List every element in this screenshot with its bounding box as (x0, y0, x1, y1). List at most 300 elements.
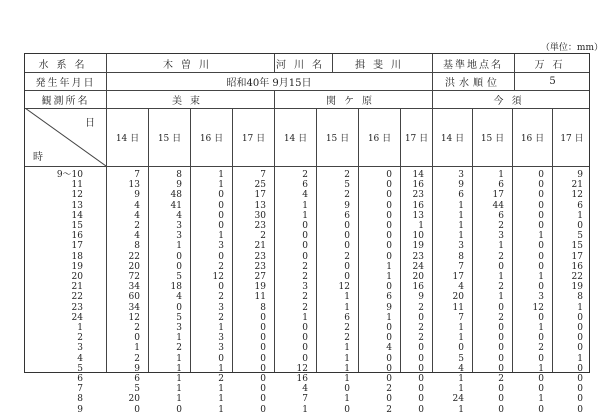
data-cell: 0 (218, 353, 224, 364)
data-cell: 0 (386, 323, 392, 334)
hour-label: 5 (77, 363, 83, 374)
data-cell: 4 (176, 210, 182, 221)
data-column-8 (432, 170, 464, 415)
data-cell: 0 (386, 333, 392, 344)
data-cell: 20 (128, 394, 140, 405)
data-cell: 6 (498, 210, 504, 221)
data-cell: 0 (386, 200, 392, 211)
data-cell: 0 (260, 323, 266, 334)
data-cell: 2 (218, 261, 224, 272)
data-cell: 1 (538, 363, 544, 374)
data-cell: 4 (134, 210, 140, 221)
data-cell: 5 (344, 180, 350, 191)
data-cell: 2 (386, 384, 392, 395)
data-cell: 0 (498, 353, 504, 364)
data-cell: 0 (218, 190, 224, 201)
data-cell: 1 (538, 323, 544, 334)
data-cell: 0 (260, 374, 266, 385)
data-cell: 20 (452, 292, 464, 303)
data-cell: 12 (532, 302, 544, 313)
data-cell: 1 (577, 302, 583, 313)
data-cell: 0 (176, 251, 182, 262)
data-cell: 30 (254, 210, 266, 221)
data-cell: 34 (128, 282, 140, 293)
label-date: 発生年月日 (35, 77, 96, 89)
data-cell: 13 (412, 210, 424, 221)
unit-note: （単位：mm） (540, 43, 603, 53)
hour-label: 17 (71, 241, 83, 252)
data-cell: 1 (577, 353, 583, 364)
day-header-7: 17 日 (400, 108, 432, 166)
data-column-10 (512, 170, 544, 415)
data-cell: 27 (254, 272, 266, 283)
hour-label: 15 (71, 221, 83, 232)
hour-label: 9 (77, 404, 83, 415)
data-cell: 0 (344, 272, 350, 283)
data-cell: 2 (344, 170, 350, 180)
data-cell: 2 (302, 302, 308, 313)
data-cell: 23 (412, 251, 424, 262)
data-cell: 13 (128, 180, 140, 191)
data-cell: 0 (538, 404, 544, 415)
data-cell: 0 (498, 363, 504, 374)
data-cell: 4 (302, 190, 308, 201)
data-cell: 4 (386, 343, 392, 354)
data-cell: 0 (418, 353, 424, 364)
data-cell: 0 (344, 221, 350, 232)
data-cell: 9 (344, 200, 350, 211)
data-cell: 23 (254, 221, 266, 232)
data-cell: 0 (260, 384, 266, 395)
data-cell: 2 (344, 190, 350, 201)
data-cell: 72 (128, 272, 140, 283)
label-station: 観測所名 (41, 95, 90, 107)
data-cell: 6 (302, 180, 308, 191)
data-cell: 2 (538, 343, 544, 354)
data-cell: 1 (302, 312, 308, 323)
data-cell: 3 (302, 282, 308, 293)
data-cell: 2 (498, 221, 504, 232)
data-cell: 2 (418, 323, 424, 334)
data-cell: 0 (498, 384, 504, 395)
data-cell: 0 (577, 374, 583, 385)
data-cell: 2 (134, 323, 140, 334)
data-column-6 (358, 170, 392, 415)
rainfall-table (24, 53, 590, 415)
data-cell: 0 (577, 363, 583, 374)
header-time-label: 時 (33, 152, 43, 163)
data-column-11 (552, 170, 583, 415)
data-cell: 12 (571, 190, 583, 201)
base-point-value: 万石 (534, 59, 571, 71)
data-cell: 22 (571, 272, 583, 283)
data-cell: 1 (344, 374, 350, 385)
label-flood-rank: 洪水順位 (445, 77, 501, 89)
data-cell: 0 (538, 241, 544, 252)
data-cell: 17 (452, 272, 464, 283)
data-cell: 1 (498, 292, 504, 303)
data-cell: 0 (386, 282, 392, 293)
data-cell: 1 (386, 312, 392, 323)
data-cell: 1 (218, 384, 224, 395)
data-cell: 0 (498, 302, 504, 313)
hour-column (25, 170, 83, 415)
data-cell: 1 (218, 363, 224, 374)
data-column-2 (190, 170, 224, 415)
data-cell: 1 (218, 394, 224, 405)
data-cell: 3 (218, 302, 224, 313)
data-cell: 9 (458, 180, 464, 191)
data-cell: 12 (338, 282, 350, 293)
data-cell: 9 (386, 302, 392, 313)
data-cell: 1 (134, 343, 140, 354)
data-cell: 2 (302, 170, 308, 180)
data-cell: 1 (386, 261, 392, 272)
data-cell: 1 (458, 210, 464, 221)
hour-label: 8 (77, 394, 83, 405)
data-cell: 6 (386, 292, 392, 303)
data-cell: 18 (170, 282, 182, 293)
data-cell: 0 (498, 343, 504, 354)
data-cell: 25 (254, 180, 266, 191)
station-mitsuka: 美束 (172, 95, 208, 107)
data-cell: 0 (498, 323, 504, 334)
day-header-6: 16 日 (358, 108, 400, 166)
data-cell: 0 (418, 404, 424, 415)
data-cell: 7 (134, 170, 140, 180)
data-cell: 0 (344, 261, 350, 272)
data-cell: 2 (498, 374, 504, 385)
data-cell: 1 (458, 384, 464, 395)
data-cell: 12 (212, 272, 224, 283)
data-cell: 0 (260, 343, 266, 354)
data-cell: 1 (176, 333, 182, 344)
data-cell: 0 (386, 363, 392, 374)
data-cell: 0 (418, 384, 424, 395)
data-cell: 2 (498, 312, 504, 323)
data-cell: 0 (260, 394, 266, 405)
data-cell: 0 (538, 210, 544, 221)
data-cell: 1 (344, 302, 350, 313)
data-cell: 12 (296, 363, 308, 374)
data-cell: 2 (418, 333, 424, 344)
day-header-11: 17 日 (552, 108, 591, 166)
station-sekigahara: 関ケ原 (326, 95, 380, 107)
station-row (25, 90, 589, 109)
data-cell: 0 (302, 343, 308, 354)
data-cell: 1 (218, 180, 224, 191)
data-cell: 0 (577, 343, 583, 354)
data-cell: 6 (134, 374, 140, 385)
data-cell: 16 (296, 374, 308, 385)
data-cell: 12 (128, 312, 140, 323)
data-cell: 0 (538, 180, 544, 191)
data-cell: 0 (176, 261, 182, 272)
data-cell: 1 (344, 394, 350, 405)
data-cell: 1 (344, 363, 350, 374)
data-cell: 1 (218, 170, 224, 180)
data-cell: 3 (458, 241, 464, 252)
data-cell: 8 (176, 170, 182, 180)
data-cell: 0 (302, 221, 308, 232)
data-cell: 0 (386, 231, 392, 242)
data-cell: 0 (577, 384, 583, 395)
data-cell: 2 (134, 353, 140, 364)
data-cell: 2 (498, 282, 504, 293)
river-value: 揖斐川 (355, 59, 409, 71)
data-cell: 2 (302, 272, 308, 283)
data-cell: 4 (176, 292, 182, 303)
data-cell: 8 (577, 292, 583, 303)
data-cell: 1 (218, 323, 224, 334)
data-cell: 0 (260, 312, 266, 323)
data-cell: 0 (302, 353, 308, 364)
data-cell: 0 (418, 363, 424, 374)
data-column-9 (472, 170, 504, 415)
day-header-0: 14 日 (106, 108, 148, 166)
data-cell: 0 (538, 190, 544, 201)
data-cell: 1 (344, 343, 350, 354)
data-cell: 2 (302, 261, 308, 272)
data-cell: 5 (458, 353, 464, 364)
date-value: 昭和40年 9月15日 (226, 77, 312, 89)
day-header-2: 16 日 (190, 108, 232, 166)
hour-label: 1 (77, 323, 83, 334)
data-cell: 5 (176, 272, 182, 283)
data-cell: 0 (218, 282, 224, 293)
data-cell: 3 (176, 231, 182, 242)
day-header-8: 14 日 (432, 108, 472, 166)
data-cell: 0 (458, 343, 464, 354)
data-cell: 0 (577, 404, 583, 415)
data-cell: 17 (254, 190, 266, 201)
data-cell: 11 (452, 302, 464, 313)
data-cell: 1 (302, 200, 308, 211)
data-cell: 3 (458, 170, 464, 180)
data-cell: 0 (260, 353, 266, 364)
label-base-point: 基準地点名 (443, 59, 503, 71)
data-cell: 1 (176, 353, 182, 364)
hour-label: 2 (77, 333, 83, 344)
data-cell: 0 (418, 394, 424, 405)
data-cell: 0 (218, 210, 224, 221)
data-column-3 (232, 170, 266, 415)
data-cell: 0 (134, 404, 140, 415)
data-cell: 1 (538, 272, 544, 283)
data-cell: 6 (344, 312, 350, 323)
data-cell: 1 (344, 292, 350, 303)
data-cell: 1 (218, 404, 224, 415)
hour-label: 9～10 (56, 170, 83, 180)
hour-label: 13 (71, 200, 83, 211)
data-cell: 4 (458, 282, 464, 293)
data-cell: 41 (170, 200, 182, 211)
data-cell: 23 (412, 190, 424, 201)
data-cell: 15 (571, 241, 583, 252)
data-cell: 1 (176, 384, 182, 395)
data-cell: 1 (176, 241, 182, 252)
data-cell: 2 (218, 292, 224, 303)
data-cell: 2 (302, 292, 308, 303)
day-header-3: 17 日 (232, 108, 274, 166)
data-cell: 3 (176, 221, 182, 232)
data-cell: 4 (134, 200, 140, 211)
data-cell: 0 (386, 353, 392, 364)
data-cell: 0 (386, 241, 392, 252)
data-cell: 2 (344, 323, 350, 334)
hour-label: 12 (71, 190, 83, 201)
data-cell: 0 (176, 302, 182, 313)
data-cell: 2 (344, 333, 350, 344)
data-cell: 2 (260, 231, 266, 242)
data-cell: 1 (386, 272, 392, 283)
data-cell: 60 (128, 292, 140, 303)
data-cell: 21 (571, 180, 583, 191)
data-cell: 1 (302, 210, 308, 221)
data-cell: 0 (302, 241, 308, 252)
data-cell: 19 (412, 241, 424, 252)
data-cell: 0 (538, 261, 544, 272)
data-column-0 (106, 170, 140, 415)
data-cell: 0 (260, 404, 266, 415)
data-cell: 0 (577, 221, 583, 232)
data-area (25, 166, 589, 415)
data-cell: 1 (538, 231, 544, 242)
data-column-5 (316, 170, 350, 415)
data-cell: 0 (344, 384, 350, 395)
data-cell: 1 (458, 323, 464, 334)
day-header-1: 15 日 (148, 108, 190, 166)
data-cell: 1 (176, 394, 182, 405)
hour-label: 16 (71, 231, 83, 242)
data-cell: 23 (254, 251, 266, 262)
flood-rank-value: 5 (549, 75, 556, 87)
data-cell: 4 (302, 384, 308, 395)
data-cell: 1 (218, 231, 224, 242)
data-cell: 9 (176, 180, 182, 191)
data-cell: 0 (218, 251, 224, 262)
data-cell: 1 (458, 200, 464, 211)
data-cell: 3 (498, 231, 504, 242)
data-cell: 9 (577, 170, 583, 180)
data-cell: 16 (412, 282, 424, 293)
data-cell: 7 (260, 170, 266, 180)
data-cell: 0 (260, 333, 266, 344)
label-river: 河川名 (276, 59, 330, 71)
data-cell: 0 (418, 374, 424, 385)
hour-label: 7 (77, 384, 83, 395)
data-cell: 5 (134, 384, 140, 395)
data-cell: 11 (254, 292, 266, 303)
day-header-row (25, 108, 589, 167)
data-cell: 0 (302, 231, 308, 242)
data-cell: 0 (218, 221, 224, 232)
day-header-9: 15 日 (472, 108, 512, 166)
data-cell: 34 (128, 302, 140, 313)
data-cell: 17 (571, 251, 583, 262)
data-cell: 44 (492, 200, 504, 211)
data-cell: 0 (538, 221, 544, 232)
hour-label: 14 (71, 210, 83, 221)
data-cell: 1 (344, 353, 350, 364)
data-cell: 2 (176, 343, 182, 354)
label-water-system: 水系名 (38, 59, 93, 71)
hour-label: 19 (71, 261, 83, 272)
data-cell: 0 (386, 190, 392, 201)
data-cell: 0 (344, 404, 350, 415)
data-cell: 0 (538, 251, 544, 262)
data-cell: 5 (577, 231, 583, 242)
data-cell: 8 (260, 302, 266, 313)
data-cell: 0 (134, 333, 140, 344)
hour-label: 23 (71, 302, 83, 313)
data-cell: 0 (386, 180, 392, 191)
data-cell: 0 (302, 323, 308, 334)
data-cell: 1 (176, 363, 182, 374)
data-cell: 16 (412, 180, 424, 191)
data-cell: 0 (386, 221, 392, 232)
data-cell: 3 (218, 343, 224, 354)
data-column-7 (400, 170, 424, 415)
data-cell: 2 (344, 251, 350, 262)
data-cell: 0 (538, 384, 544, 395)
data-cell: 1 (418, 221, 424, 232)
data-cell: 0 (344, 241, 350, 252)
data-cell: 0 (302, 251, 308, 262)
data-cell: 1 (458, 404, 464, 415)
water-system-value: 木曽川 (163, 59, 217, 71)
data-cell: 4 (134, 231, 140, 242)
data-cell: 4 (458, 363, 464, 374)
data-cell: 20 (128, 261, 140, 272)
data-cell: 0 (386, 394, 392, 405)
data-cell: 0 (538, 170, 544, 180)
data-cell: 0 (260, 363, 266, 374)
data-cell: 0 (386, 374, 392, 385)
data-cell: 0 (538, 282, 544, 293)
data-cell: 1 (458, 374, 464, 385)
data-cell: 0 (418, 343, 424, 354)
data-cell: 23 (254, 261, 266, 272)
data-cell: 0 (577, 323, 583, 334)
data-cell: 0 (176, 404, 182, 415)
data-cell: 2 (218, 374, 224, 385)
data-cell: 1 (538, 394, 544, 405)
data-cell: 0 (577, 312, 583, 323)
data-cell: 7 (302, 394, 308, 405)
data-cell: 3 (176, 323, 182, 334)
data-cell: 0 (498, 394, 504, 405)
data-cell: 1 (458, 333, 464, 344)
data-cell: 8 (458, 251, 464, 262)
station-imasu: 今須 (493, 95, 530, 107)
data-cell: 24 (412, 261, 424, 272)
data-cell: 2 (134, 221, 140, 232)
data-cell: 0 (418, 312, 424, 323)
data-cell: 1 (458, 231, 464, 242)
data-cell: 2 (498, 251, 504, 262)
data-cell: 19 (254, 282, 266, 293)
data-cell: 0 (538, 374, 544, 385)
data-cell: 7 (458, 312, 464, 323)
data-cell: 1 (458, 221, 464, 232)
data-cell: 3 (538, 292, 544, 303)
data-cell: 1 (176, 374, 182, 385)
data-cell: 2 (218, 312, 224, 323)
hour-label: 4 (77, 353, 83, 364)
data-cell: 6 (344, 210, 350, 221)
data-cell: 0 (218, 200, 224, 211)
